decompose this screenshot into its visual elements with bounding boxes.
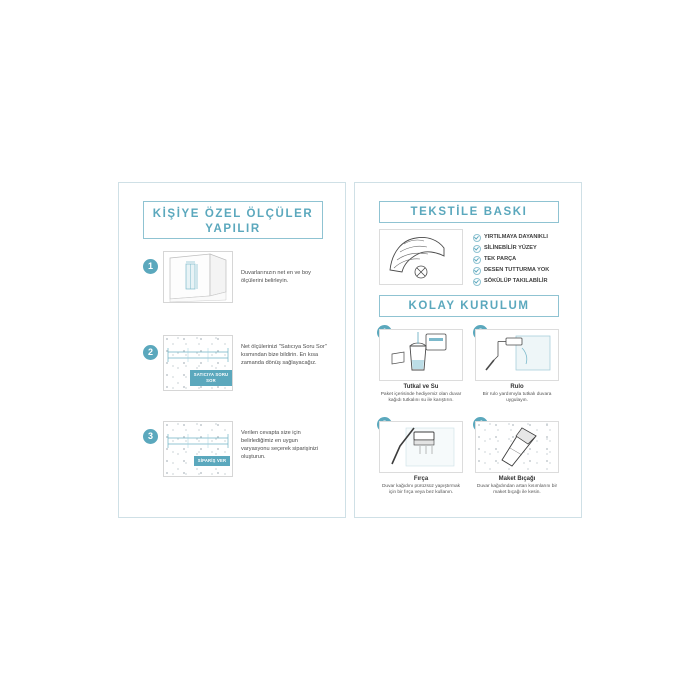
- feature-label: SİLİNEBİLİR YÜZEY: [484, 245, 537, 251]
- left-step-2-bubble: 2: [143, 345, 158, 360]
- feature-item: [473, 277, 569, 286]
- left-step-3-bubble: 3: [143, 429, 158, 444]
- install-step-4: [475, 421, 559, 497]
- feature-item: [473, 266, 569, 275]
- left-step-1-image: [163, 251, 233, 303]
- install-step-4-title: Maket Bıçağı: [498, 476, 536, 482]
- install-heading: KOLAY KURULUM: [379, 295, 559, 317]
- install-step-4-desc: Duvar kağıdından artan kısımlarını bir maket bıçağı ile kesin.: [476, 484, 558, 496]
- paint-roller-icon: [476, 330, 558, 380]
- install-step-2: [475, 329, 559, 405]
- room-box-svg: [164, 252, 232, 302]
- measure-lines-svg-2: [164, 422, 232, 476]
- feature-label: DESEN TUTTURMA YOK: [484, 267, 550, 273]
- install-step-2-image: [475, 329, 559, 381]
- left-step-3-image: [163, 421, 233, 477]
- check-icon: [473, 267, 481, 275]
- right-panel: [354, 182, 582, 518]
- install-step-3: [379, 421, 463, 497]
- check-icon: [473, 234, 481, 242]
- install-step-2-title: Rulo: [510, 384, 524, 390]
- infographic-sheet: [118, 182, 582, 518]
- left-step-1-bubble: 1: [143, 259, 158, 274]
- left-panel: [118, 182, 346, 518]
- install-step-4-image: [475, 421, 559, 473]
- check-icon: [473, 256, 481, 264]
- install-step-3-desc: Duvar kağıdını pürüzsüz yapıştırmak için bir fırça veya bez kullanın.: [381, 484, 461, 496]
- feature-label: YIRTILMAYA DAYANIKLI: [484, 234, 548, 240]
- bucket-water-icon: [380, 330, 462, 380]
- left-step-3-badge[interactable]: SİPARİŞ VER: [194, 456, 230, 466]
- install-step-1: [379, 329, 463, 405]
- feature-item: [473, 255, 569, 264]
- check-icon: [473, 245, 481, 253]
- install-step-2-desc: Bir rulo yardımıyla tutkalı duvara uygulayın.: [482, 392, 552, 404]
- left-step-2-image: [163, 335, 233, 391]
- feature-item: [473, 233, 569, 242]
- left-heading-line1: KİŞİYE ÖZEL ÖLÇÜLER: [152, 208, 314, 220]
- left-panel-heading: [143, 201, 323, 239]
- check-icon: [473, 278, 481, 286]
- left-step-1-text: Duvarlarınızın net en ve boy ölçülerini belirleyin.: [241, 270, 311, 284]
- feature-label: TEK PARÇA: [484, 256, 517, 262]
- room-illustration: [164, 252, 232, 302]
- feature-label: SÖKÜLÜP TAKILABİLİR: [484, 278, 548, 284]
- install-step-1-title: Tutkal ve Su: [403, 384, 439, 390]
- hand-fabric-illustration: [379, 229, 463, 285]
- hand-icon: [380, 230, 462, 284]
- install-step-1-image: [379, 329, 463, 381]
- feature-item: [473, 244, 569, 253]
- install-step-1-desc: Paket içerisinde hediyemiz olan duvar kağıdı tutkalını su ile karıştırın.: [380, 392, 462, 404]
- left-step-3-text: Verilen cevapta size için belirlediğimiz en uygun varyasyonu seçerek siparişinizi oluşturun.: [241, 430, 319, 460]
- feature-list: [473, 233, 569, 288]
- brush-icon: [380, 422, 462, 472]
- left-step-2-badge[interactable]: SATICIYA SORU SOR: [190, 370, 232, 386]
- utility-knife-icon: [476, 422, 558, 472]
- left-heading-line2: YAPILIR: [205, 223, 261, 235]
- left-step-2-text: Net ölçülerinizi "Satıcıya Soru Sor" kısmından bize bildirin. En kısa zamanda dönüş sağlayacağız.: [241, 344, 327, 366]
- install-step-3-title: Fırça: [413, 476, 429, 482]
- install-step-3-image: [379, 421, 463, 473]
- print-heading: TEKSTİLE BASKI: [379, 201, 559, 223]
